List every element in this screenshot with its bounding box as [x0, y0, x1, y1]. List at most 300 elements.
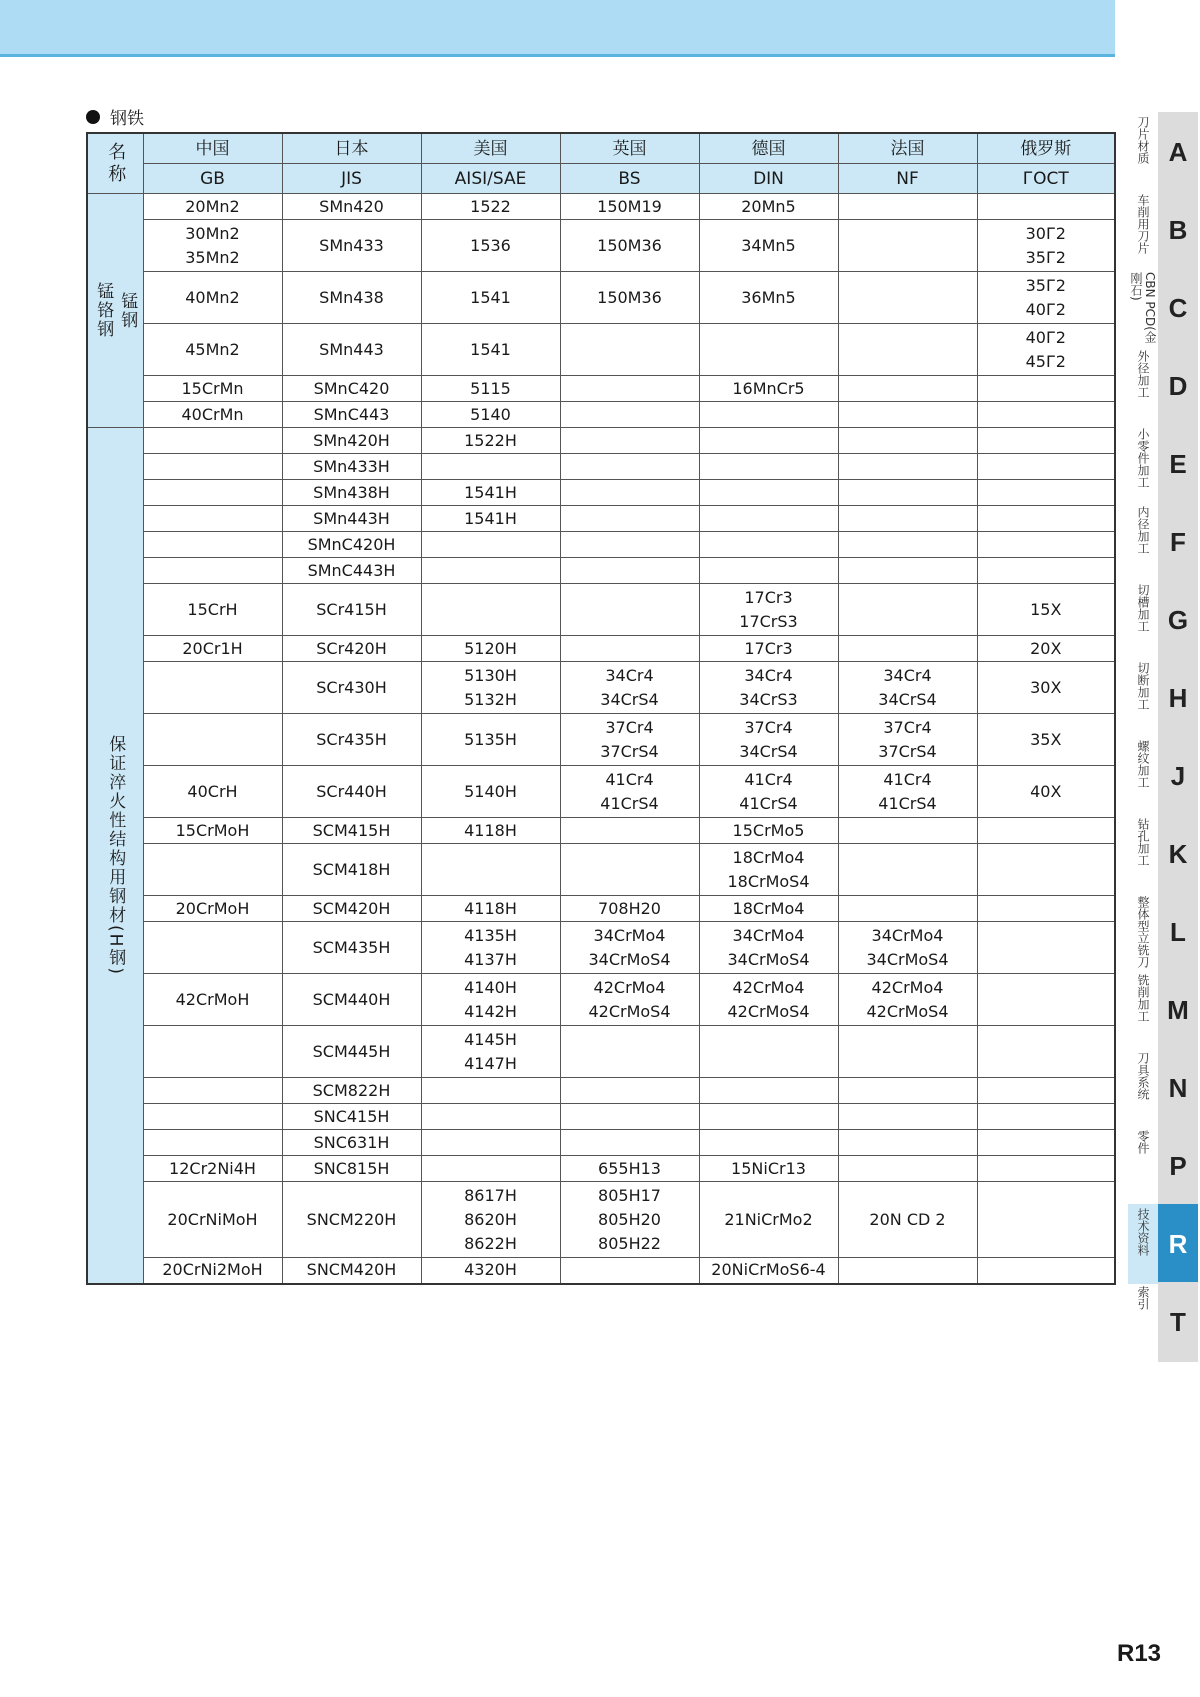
table-cell-din: 20NiCrMoS6-4 — [699, 1258, 838, 1284]
table-cell-jis: SNC631H — [282, 1130, 421, 1156]
table-cell-din — [699, 1104, 838, 1130]
table-cell-jis: SMnC420 — [282, 376, 421, 402]
country-header: 英国 — [560, 133, 699, 164]
table-cell-din: 41Cr4 41CrS4 — [699, 766, 838, 818]
table-cell-nf — [838, 220, 977, 272]
chapter-tab-letter: M — [1158, 970, 1198, 1050]
table-cell-aisisae — [421, 1104, 560, 1130]
table-row — [87, 844, 1115, 896]
table-cell-nf — [838, 558, 977, 584]
table-cell-jis: SCM415H — [282, 818, 421, 844]
table-cell- — [977, 376, 1115, 402]
table-cell-din: 20Mn5 — [699, 194, 838, 220]
table-cell-bs — [560, 402, 699, 428]
table-row — [87, 532, 1115, 558]
standard-header-row — [87, 164, 1115, 194]
table-cell-nf: 37Cr4 37CrS4 — [838, 714, 977, 766]
table-cell-gb: 20CrMoH — [143, 896, 282, 922]
table-cell-jis: SMnC443 — [282, 402, 421, 428]
table-cell-bs — [560, 480, 699, 506]
chapter-tab-a[interactable] — [1128, 112, 1200, 192]
table-cell-nf — [838, 896, 977, 922]
table-cell-jis: SCM445H — [282, 1026, 421, 1078]
standard-header: GB — [143, 164, 282, 194]
table-cell-jis: SMnC420H — [282, 532, 421, 558]
table-cell-din: 34CrMo4 34CrMoS4 — [699, 922, 838, 974]
table-cell-nf — [838, 194, 977, 220]
table-cell- — [977, 922, 1115, 974]
table-cell-bs — [560, 376, 699, 402]
table-cell-bs: 805H17 805H20 805H22 — [560, 1182, 699, 1258]
chapter-tab-letter: B — [1158, 190, 1198, 270]
table-cell-nf — [838, 402, 977, 428]
chapter-tab-j[interactable] — [1128, 736, 1200, 816]
chapter-tab-h[interactable] — [1128, 658, 1200, 738]
table-cell-aisisae: 1541H — [421, 506, 560, 532]
table-cell-bs — [560, 558, 699, 584]
table-cell-gb: 15CrMn — [143, 376, 282, 402]
table-cell-din — [699, 428, 838, 454]
table-cell- — [977, 1130, 1115, 1156]
standard-header: BS — [560, 164, 699, 194]
table-cell-nf: 42CrMo4 42CrMoS4 — [838, 974, 977, 1026]
table-cell-aisisae: 5120H — [421, 636, 560, 662]
table-cell-gb: 15CrMoH — [143, 818, 282, 844]
table-cell-bs: 42CrMo4 42CrMoS4 — [560, 974, 699, 1026]
table-cell-din: 37Cr4 34CrS4 — [699, 714, 838, 766]
table-cell-nf — [838, 844, 977, 896]
table-cell- — [977, 558, 1115, 584]
table-cell-aisisae — [421, 1156, 560, 1182]
table-cell-aisisae: 1536 — [421, 220, 560, 272]
table-cell-: 15X — [977, 584, 1115, 636]
chapter-tab-l[interactable] — [1128, 892, 1200, 972]
table-cell-aisisae — [421, 532, 560, 558]
table-cell-aisisae: 4145H 4147H — [421, 1026, 560, 1078]
table-row — [87, 454, 1115, 480]
name-header: 名称 — [87, 133, 143, 194]
table-cell-aisisae: 4118H — [421, 818, 560, 844]
chapter-tab-letter: E — [1158, 424, 1198, 504]
chapter-tab-f[interactable] — [1128, 502, 1200, 582]
table-cell-bs — [560, 1078, 699, 1104]
table-cell-: 40X — [977, 766, 1115, 818]
table-cell-gb — [143, 922, 282, 974]
table-cell-nf: 41Cr4 41CrS4 — [838, 766, 977, 818]
table-row — [87, 1156, 1115, 1182]
table-cell-jis: SMn433H — [282, 454, 421, 480]
table-cell-gb: 40CrH — [143, 766, 282, 818]
table-cell-bs — [560, 1130, 699, 1156]
group-label-outer: 锰铬钢 — [93, 282, 114, 339]
table-cell-bs — [560, 532, 699, 558]
table-cell- — [977, 428, 1115, 454]
table-cell-aisisae: 4135H 4137H — [421, 922, 560, 974]
table-cell-aisisae: 4320H — [421, 1258, 560, 1284]
country-header: 日本 — [282, 133, 421, 164]
table-row — [87, 1182, 1115, 1258]
section-title-text: 钢铁 — [110, 109, 144, 129]
chapter-tab-label: 刀片材质 — [1136, 116, 1150, 164]
table-cell-bs — [560, 818, 699, 844]
standard-header: JIS — [282, 164, 421, 194]
table-cell-gb — [143, 1130, 282, 1156]
chapter-tab-p[interactable] — [1128, 1126, 1200, 1206]
standard-header: NF — [838, 164, 977, 194]
table-cell-nf: 34Cr4 34CrS4 — [838, 662, 977, 714]
table-row — [87, 1130, 1115, 1156]
chapter-tab-letter: L — [1158, 892, 1198, 972]
table-cell-bs — [560, 1026, 699, 1078]
group-label-inner: 锰钢 — [117, 291, 138, 330]
table-cell-jis: SCM435H — [282, 922, 421, 974]
chapter-tab-c[interactable] — [1128, 268, 1200, 348]
table-cell- — [977, 194, 1115, 220]
table-cell- — [977, 844, 1115, 896]
group-label-manganese — [87, 194, 143, 428]
table-row — [87, 636, 1115, 662]
table-cell-bs: 34Cr4 34CrS4 — [560, 662, 699, 714]
table-cell-bs — [560, 454, 699, 480]
table-cell-bs: 655H13 — [560, 1156, 699, 1182]
chapter-tab-label: 外径加工 — [1136, 350, 1150, 398]
table-cell-aisisae — [421, 844, 560, 896]
table-cell-nf: 20N CD 2 — [838, 1182, 977, 1258]
table-row — [87, 1258, 1115, 1284]
table-cell-gb — [143, 480, 282, 506]
table-cell-din — [699, 506, 838, 532]
chapter-tab-letter: J — [1158, 736, 1198, 816]
table-cell-jis: SMn443H — [282, 506, 421, 532]
chapter-tab-label: 螺纹加工 — [1136, 740, 1150, 788]
table-cell-jis: SCr435H — [282, 714, 421, 766]
chapter-tab-letter: N — [1158, 1048, 1198, 1128]
table-cell-jis: SCr440H — [282, 766, 421, 818]
table-cell- — [977, 974, 1115, 1026]
chapter-tab-label: 刀具系统 — [1136, 1052, 1150, 1100]
table-row — [87, 974, 1115, 1026]
table-cell-jis: SMn438 — [282, 272, 421, 324]
table-cell-gb: 20CrNiMoH — [143, 1182, 282, 1258]
table-cell-din — [699, 1026, 838, 1078]
table-cell-bs: 34CrMo4 34CrMoS4 — [560, 922, 699, 974]
chapter-tab-letter: P — [1158, 1126, 1198, 1206]
table-cell- — [977, 506, 1115, 532]
chapter-tab-label: 钻孔加工 — [1136, 818, 1150, 866]
country-header: 法国 — [838, 133, 977, 164]
chapter-tab-label: 内径加工 — [1136, 506, 1150, 554]
table-row — [87, 402, 1115, 428]
chapter-tab-label: 零件 — [1136, 1130, 1150, 1154]
table-cell-bs: 150M36 — [560, 220, 699, 272]
chapter-tab-t[interactable] — [1128, 1282, 1200, 1362]
table-cell-jis: SMn433 — [282, 220, 421, 272]
table-cell-gb: 40Mn2 — [143, 272, 282, 324]
table-cell-bs: 41Cr4 41CrS4 — [560, 766, 699, 818]
table-cell-bs — [560, 428, 699, 454]
table-row — [87, 428, 1115, 454]
table-row — [87, 506, 1115, 532]
table-cell-gb — [143, 662, 282, 714]
table-cell- — [977, 896, 1115, 922]
table-cell-jis: SMn420 — [282, 194, 421, 220]
chapter-tab-letter: K — [1158, 814, 1198, 894]
table-cell-bs — [560, 1258, 699, 1284]
chapter-tab-letter: G — [1158, 580, 1198, 660]
chapter-tab-letter: C — [1158, 268, 1198, 348]
table-cell-jis: SMn438H — [282, 480, 421, 506]
table-cell-jis: SCM822H — [282, 1078, 421, 1104]
chapter-tab-label: 整体型立铣刀 — [1136, 896, 1150, 968]
table-row — [87, 220, 1115, 272]
table-cell-bs — [560, 584, 699, 636]
table-row — [87, 194, 1115, 220]
table-cell-nf — [838, 532, 977, 558]
table-cell-din: 18CrMo4 18CrMoS4 — [699, 844, 838, 896]
table-cell-bs — [560, 1104, 699, 1130]
table-cell-nf — [838, 428, 977, 454]
table-cell-jis: SNCM420H — [282, 1258, 421, 1284]
table-cell-din: 15NiCr13 — [699, 1156, 838, 1182]
table-cell-nf — [838, 324, 977, 376]
table-cell-gb — [143, 558, 282, 584]
table-cell-: 35Г2 40Г2 — [977, 272, 1115, 324]
table-cell-aisisae — [421, 558, 560, 584]
table-row — [87, 662, 1115, 714]
group-label-h-steel: 保证淬火性结构用钢材(H钢) — [87, 428, 143, 1284]
table-cell-din — [699, 454, 838, 480]
table-cell-gb: 30Mn2 35Mn2 — [143, 220, 282, 272]
chapter-tab-k[interactable] — [1128, 814, 1200, 894]
chapter-tab-label: 铣削加工 — [1136, 974, 1150, 1022]
chapter-tab-label: 小零件加工 — [1136, 428, 1150, 488]
table-cell-: 30X — [977, 662, 1115, 714]
table-cell-nf — [838, 584, 977, 636]
table-cell-aisisae: 5130H 5132H — [421, 662, 560, 714]
table-cell-gb: 45Mn2 — [143, 324, 282, 376]
table-cell- — [977, 454, 1115, 480]
standard-header: ГОСТ — [977, 164, 1115, 194]
table-cell-gb: 20Mn2 — [143, 194, 282, 220]
table-cell-bs: 708H20 — [560, 896, 699, 922]
table-cell-gb — [143, 1104, 282, 1130]
table-row — [87, 896, 1115, 922]
table-cell-din: 17Cr3 17CrS3 — [699, 584, 838, 636]
table-cell-nf — [838, 636, 977, 662]
table-cell-aisisae: 5115 — [421, 376, 560, 402]
table-cell-gb: 20Cr1H — [143, 636, 282, 662]
chapter-tab-letter: H — [1158, 658, 1198, 738]
table-cell-gb: 12Cr2Ni4H — [143, 1156, 282, 1182]
steel-comparison-table — [86, 132, 1116, 1285]
table-cell- — [977, 1104, 1115, 1130]
table-cell- — [977, 1258, 1115, 1284]
table-cell- — [977, 480, 1115, 506]
country-header: 德国 — [699, 133, 838, 164]
table-row — [87, 922, 1115, 974]
table-cell-nf — [838, 454, 977, 480]
table-cell-din: 18CrMo4 — [699, 896, 838, 922]
table-row — [87, 558, 1115, 584]
table-cell-gb — [143, 1026, 282, 1078]
chapter-tab-letter: A — [1158, 112, 1198, 192]
table-cell-bs: 150M19 — [560, 194, 699, 220]
table-cell-jis: SNC815H — [282, 1156, 421, 1182]
table-cell-aisisae: 1541 — [421, 272, 560, 324]
bullet-icon — [86, 110, 100, 124]
chapter-tab-g[interactable] — [1128, 580, 1200, 660]
table-cell- — [977, 1156, 1115, 1182]
chapter-tab-label: 车削用刀片 — [1136, 194, 1150, 254]
table-row — [87, 376, 1115, 402]
table-cell-din: 42CrMo4 42CrMoS4 — [699, 974, 838, 1026]
table-cell-jis: SNCM220H — [282, 1182, 421, 1258]
table-cell-din — [699, 480, 838, 506]
table-cell-din — [699, 324, 838, 376]
table-cell-aisisae: 1522H — [421, 428, 560, 454]
table-cell-nf — [838, 480, 977, 506]
table-cell-din: 16MnCr5 — [699, 376, 838, 402]
table-cell-din — [699, 402, 838, 428]
table-cell-din: 34Cr4 34CrS3 — [699, 662, 838, 714]
top-header-band — [0, 0, 1115, 57]
country-header: 俄罗斯 — [977, 133, 1115, 164]
table-cell-jis: SCr415H — [282, 584, 421, 636]
chapter-tab-letter: R — [1158, 1204, 1198, 1284]
table-cell-nf — [838, 272, 977, 324]
table-cell-bs — [560, 636, 699, 662]
table-cell-gb: 42CrMoH — [143, 974, 282, 1026]
table-cell-aisisae — [421, 454, 560, 480]
table-cell-din: 34Mn5 — [699, 220, 838, 272]
table-cell-aisisae — [421, 1130, 560, 1156]
table-cell- — [977, 1078, 1115, 1104]
chapter-tab-e[interactable] — [1128, 424, 1200, 504]
table-cell-nf — [838, 1026, 977, 1078]
table-row — [87, 1078, 1115, 1104]
table-cell-gb — [143, 506, 282, 532]
table-cell-aisisae: 8617H 8620H 8622H — [421, 1182, 560, 1258]
chapter-tab-label: 索引 — [1136, 1286, 1150, 1310]
table-cell-bs — [560, 844, 699, 896]
table-cell-bs: 37Cr4 37CrS4 — [560, 714, 699, 766]
table-cell-din — [699, 1130, 838, 1156]
section-title — [86, 104, 144, 129]
chapter-tab-b[interactable] — [1128, 190, 1200, 270]
table-cell- — [977, 402, 1115, 428]
table-cell-aisisae: 1541 — [421, 324, 560, 376]
table-row — [87, 818, 1115, 844]
table-cell- — [977, 818, 1115, 844]
table-cell-gb — [143, 714, 282, 766]
table-cell-aisisae: 4118H — [421, 896, 560, 922]
table-cell-jis: SMnC443H — [282, 558, 421, 584]
table-cell-bs: 150M36 — [560, 272, 699, 324]
chapter-tab-label: 切槽加工 — [1136, 584, 1150, 632]
table-cell-jis: SMn443 — [282, 324, 421, 376]
table-cell-jis: SCM440H — [282, 974, 421, 1026]
chapter-tab-n[interactable] — [1128, 1048, 1200, 1128]
table-cell-aisisae — [421, 1078, 560, 1104]
table-cell-din — [699, 1078, 838, 1104]
steel-comparison-table-wrap — [86, 132, 1114, 1285]
table-cell-din: 21NiCrMo2 — [699, 1182, 838, 1258]
table-cell-aisisae: 5140H — [421, 766, 560, 818]
chapter-tab-d[interactable] — [1128, 346, 1200, 426]
table-cell-din — [699, 558, 838, 584]
table-cell-aisisae — [421, 584, 560, 636]
table-cell-aisisae: 1522 — [421, 194, 560, 220]
table-cell-: 30Г2 35Г2 — [977, 220, 1115, 272]
table-cell-gb — [143, 1078, 282, 1104]
table-cell-gb — [143, 428, 282, 454]
chapter-tab-label: 技术资料 — [1128, 1204, 1158, 1284]
table-row — [87, 324, 1115, 376]
table-cell-jis: SMn420H — [282, 428, 421, 454]
table-cell-gb: 40CrMn — [143, 402, 282, 428]
table-cell-jis: SCr430H — [282, 662, 421, 714]
standard-header: AISI/SAE — [421, 164, 560, 194]
table-cell- — [977, 532, 1115, 558]
table-cell-jis: SNC415H — [282, 1104, 421, 1130]
table-cell-nf — [838, 1130, 977, 1156]
standard-header: DIN — [699, 164, 838, 194]
table-cell-nf: 34CrMo4 34CrMoS4 — [838, 922, 977, 974]
table-row — [87, 1026, 1115, 1078]
chapter-tab-r[interactable] — [1128, 1204, 1200, 1284]
table-cell-nf — [838, 1156, 977, 1182]
country-header: 中国 — [143, 133, 282, 164]
table-cell-nf — [838, 1258, 977, 1284]
page-number: R13 — [1117, 1640, 1162, 1667]
table-row — [87, 714, 1115, 766]
table-cell- — [977, 1026, 1115, 1078]
chapter-tab-label: 切断加工 — [1136, 662, 1150, 710]
table-cell-nf — [838, 1104, 977, 1130]
table-cell-nf — [838, 506, 977, 532]
chapter-tab-label: CBN PCD(金刚石) — [1129, 272, 1157, 343]
table-cell-: 40Г2 45Г2 — [977, 324, 1115, 376]
table-row — [87, 480, 1115, 506]
table-cell-aisisae: 1541H — [421, 480, 560, 506]
table-cell-gb: 15CrH — [143, 584, 282, 636]
table-cell-jis: SCr420H — [282, 636, 421, 662]
table-row — [87, 1104, 1115, 1130]
table-cell-jis: SCM418H — [282, 844, 421, 896]
table-cell-aisisae: 5135H — [421, 714, 560, 766]
table-row — [87, 272, 1115, 324]
chapter-tab-letter: F — [1158, 502, 1198, 582]
table-row — [87, 584, 1115, 636]
table-cell-din: 36Mn5 — [699, 272, 838, 324]
country-header: 美国 — [421, 133, 560, 164]
table-cell-jis: SCM420H — [282, 896, 421, 922]
table-cell-aisisae: 5140 — [421, 402, 560, 428]
table-cell-: 35X — [977, 714, 1115, 766]
table-row — [87, 766, 1115, 818]
chapter-tab-letter: T — [1158, 1282, 1198, 1362]
table-cell-bs — [560, 506, 699, 532]
table-cell-bs — [560, 324, 699, 376]
chapter-tab-m[interactable] — [1128, 970, 1200, 1050]
table-cell-aisisae: 4140H 4142H — [421, 974, 560, 1026]
country-header-row — [87, 133, 1115, 164]
table-cell-: 20X — [977, 636, 1115, 662]
table-cell-nf — [838, 376, 977, 402]
table-cell-din — [699, 532, 838, 558]
table-cell-nf — [838, 818, 977, 844]
table-cell-gb — [143, 844, 282, 896]
